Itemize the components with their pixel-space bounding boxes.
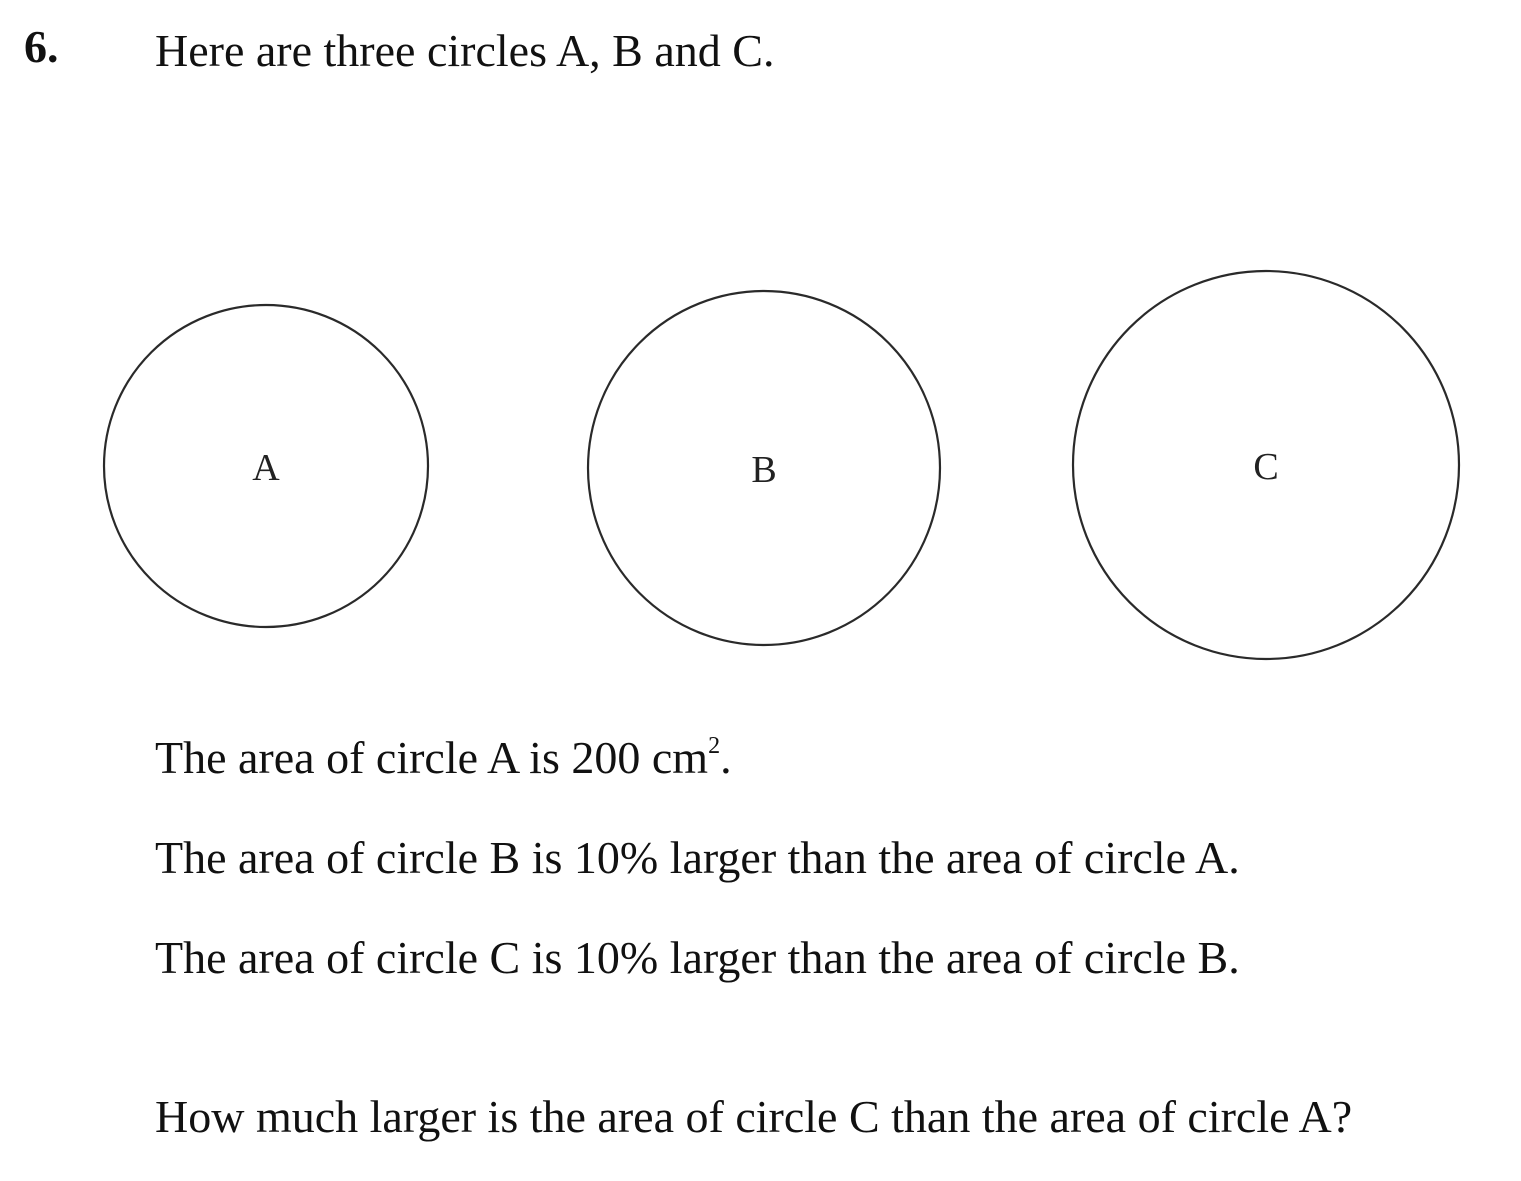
circle-a-label: A	[252, 447, 280, 489]
circle-b	[588, 291, 940, 645]
question-intro: Here are three circles A, B and C.	[155, 25, 775, 76]
statement-area-a	[155, 732, 732, 783]
question-prompt: How much larger is the area of circle C than the area of circle A?	[155, 1091, 1353, 1142]
statement-area-a-period: .	[720, 732, 732, 783]
statement-area-a-text: The area of circle A is 200 cm	[155, 732, 709, 783]
statement-area-b: The area of circle B is 10% larger than the area of circle A.	[155, 832, 1240, 883]
circle-a	[104, 305, 428, 627]
circle-c	[1073, 271, 1459, 659]
circle-b-label: B	[751, 449, 777, 491]
question-number: 6.	[24, 21, 59, 72]
circle-c-label: C	[1253, 446, 1279, 488]
statement-area-a-exponent: 2	[708, 733, 721, 759]
statement-area-c: The area of circle C is 10% larger than the area of circle B.	[155, 932, 1240, 983]
